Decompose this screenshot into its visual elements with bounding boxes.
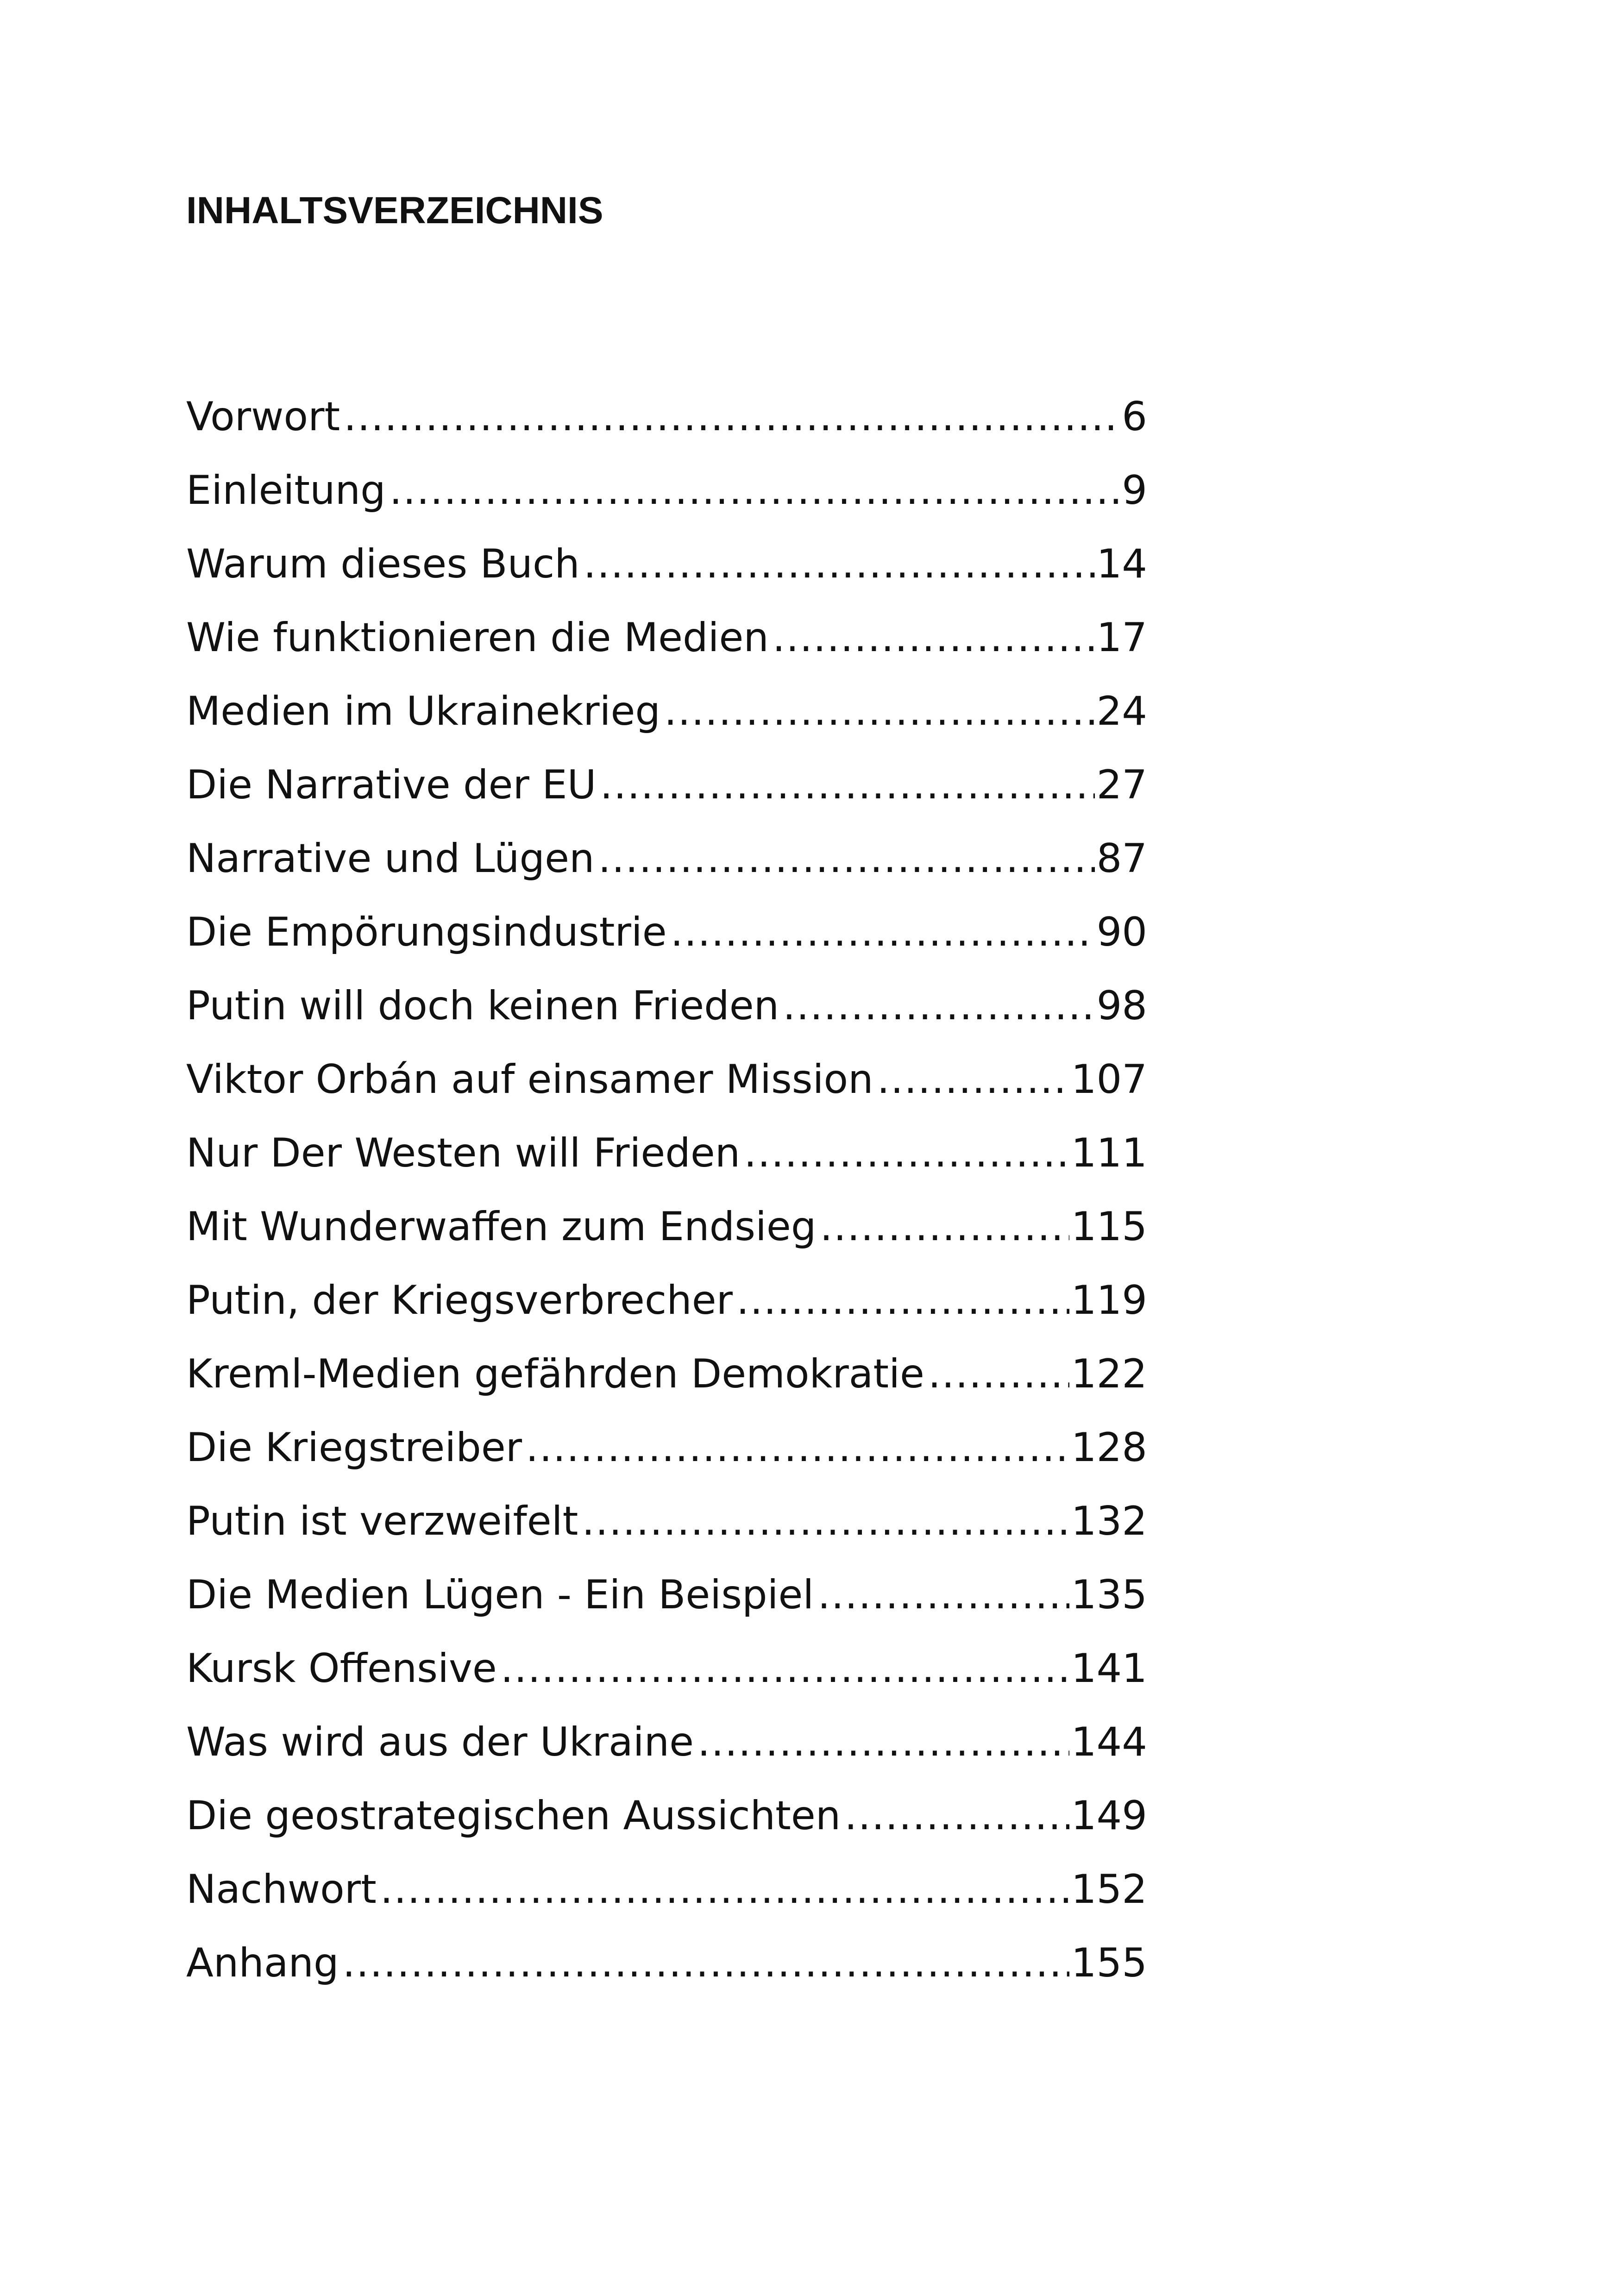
toc-entry-page: 128 [1071, 1424, 1147, 1471]
toc-entry-nur-der-westen-will-frieden [186, 1128, 1147, 1201]
toc-entry-title: Wie funktionieren die Medien [186, 615, 769, 661]
toc-entry-title: Die Narrative der EU [186, 762, 597, 808]
toc-entry-title: Kursk Offensive [186, 1645, 497, 1692]
page-title: INHALTSVERZEICHNIS [186, 189, 603, 232]
toc-entry-die-kriegstreiber [186, 1422, 1147, 1496]
dot-leader [744, 1128, 1069, 1179]
toc-entry-mit-wunderwaffen-zum-endsieg [186, 1201, 1147, 1275]
toc-entry-page: 24 [1096, 688, 1147, 734]
table-of-contents [186, 391, 1147, 2011]
toc-entry-medien-im-ukrainekrieg [186, 686, 1147, 759]
toc-entry-page: 9 [1122, 467, 1147, 514]
toc-entry-was-wird-aus-der-ukraine [186, 1717, 1147, 1790]
toc-entry-title: Nur Der Westen will Frieden [186, 1130, 741, 1176]
toc-entry-warum-dieses-buch [186, 539, 1147, 612]
toc-entry-page: 149 [1071, 1793, 1147, 1839]
dot-leader [584, 539, 1095, 590]
toc-entry-page: 144 [1071, 1719, 1147, 1765]
toc-entry-title: Medien im Ukrainekrieg [186, 688, 661, 734]
dot-leader [736, 1275, 1069, 1326]
toc-entry-title: Kreml-Medien gefährden Demokratie [186, 1351, 924, 1397]
dot-leader [671, 907, 1095, 958]
dot-leader [598, 833, 1095, 884]
toc-entry-title: Anhang [186, 1940, 339, 1986]
dot-leader [817, 1569, 1069, 1620]
toc-entry-page: 14 [1096, 541, 1147, 587]
toc-entry-wie-funktionieren-die-medien [186, 612, 1147, 686]
toc-entry-title: Die Medien Lügen - Ein Beispiel [186, 1572, 814, 1618]
dot-leader [600, 759, 1095, 810]
toc-entry-page: 111 [1071, 1130, 1147, 1176]
toc-entry-page: 122 [1071, 1351, 1147, 1397]
toc-entry-title: Was wird aus der Ukraine [186, 1719, 694, 1765]
dot-leader [697, 1717, 1069, 1768]
toc-entry-page: 135 [1071, 1572, 1147, 1618]
toc-entry-vorwort [186, 391, 1147, 465]
toc-entry-title: Putin will doch keinen Frieden [186, 983, 779, 1029]
dot-leader [820, 1201, 1069, 1252]
toc-entry-page: 141 [1071, 1645, 1147, 1692]
dot-leader [501, 1643, 1069, 1694]
dot-leader [877, 1054, 1069, 1105]
toc-entry-narrative-und-luegen [186, 833, 1147, 907]
toc-entry-title: Die geostrategischen Aussichten [186, 1793, 841, 1839]
toc-entry-anhang [186, 1938, 1147, 2011]
toc-entry-page: 119 [1071, 1277, 1147, 1324]
toc-entry-page: 107 [1071, 1056, 1147, 1103]
dot-leader [783, 980, 1094, 1031]
toc-entry-page: 152 [1071, 1866, 1147, 1913]
dot-leader [582, 1496, 1069, 1547]
toc-entry-page: 87 [1096, 835, 1147, 882]
toc-entry-page: 98 [1096, 983, 1147, 1029]
dot-leader [844, 1790, 1069, 1841]
toc-entry-die-medien-luegen [186, 1569, 1147, 1643]
toc-entry-page: 6 [1122, 394, 1147, 440]
toc-entry-title: Narrative und Lügen [186, 835, 595, 882]
toc-entry-kreml-medien [186, 1349, 1147, 1422]
dot-leader [773, 612, 1095, 663]
toc-entry-title: Die Empörungsindustrie [186, 909, 667, 955]
dot-leader [380, 1864, 1069, 1915]
toc-entry-page: 155 [1071, 1940, 1147, 1986]
toc-entry-title: Viktor Orbán auf einsamer Mission [186, 1056, 873, 1103]
dot-leader [344, 391, 1120, 442]
dot-leader [928, 1349, 1069, 1399]
toc-entry-page: 90 [1096, 909, 1147, 955]
toc-entry-page: 132 [1071, 1498, 1147, 1544]
toc-entry-einleitung [186, 465, 1147, 539]
toc-entry-title: Nachwort [186, 1866, 377, 1913]
toc-entry-title: Mit Wunderwaffen zum Endsieg [186, 1204, 817, 1250]
toc-entry-title: Vorwort [186, 394, 340, 440]
toc-entry-kursk-offensive [186, 1643, 1147, 1717]
toc-entry-die-narrative-der-eu [186, 759, 1147, 833]
toc-entry-putin-will-doch-keinen-frieden [186, 980, 1147, 1054]
toc-entry-page: 27 [1096, 762, 1147, 808]
toc-entry-viktor-orban [186, 1054, 1147, 1128]
dot-leader [343, 1938, 1069, 1989]
toc-entry-title: Putin ist verzweifelt [186, 1498, 578, 1544]
toc-entry-geostrategische-aussichten [186, 1790, 1147, 1864]
dot-leader [526, 1422, 1069, 1473]
toc-entry-putin-ist-verzweifelt [186, 1496, 1147, 1569]
toc-entry-die-empoerungsindustrie [186, 907, 1147, 980]
dot-leader [390, 465, 1120, 516]
toc-entry-title: Einleitung [186, 467, 386, 514]
toc-entry-page: 17 [1096, 615, 1147, 661]
dot-leader [664, 686, 1095, 737]
toc-entry-putin-der-kriegsverbrecher [186, 1275, 1147, 1349]
toc-entry-page: 115 [1071, 1204, 1147, 1250]
toc-entry-nachwort [186, 1864, 1147, 1938]
toc-entry-title: Die Kriegstreiber [186, 1424, 522, 1471]
toc-entry-title: Putin, der Kriegsverbrecher [186, 1277, 733, 1324]
toc-entry-title: Warum dieses Buch [186, 541, 580, 587]
